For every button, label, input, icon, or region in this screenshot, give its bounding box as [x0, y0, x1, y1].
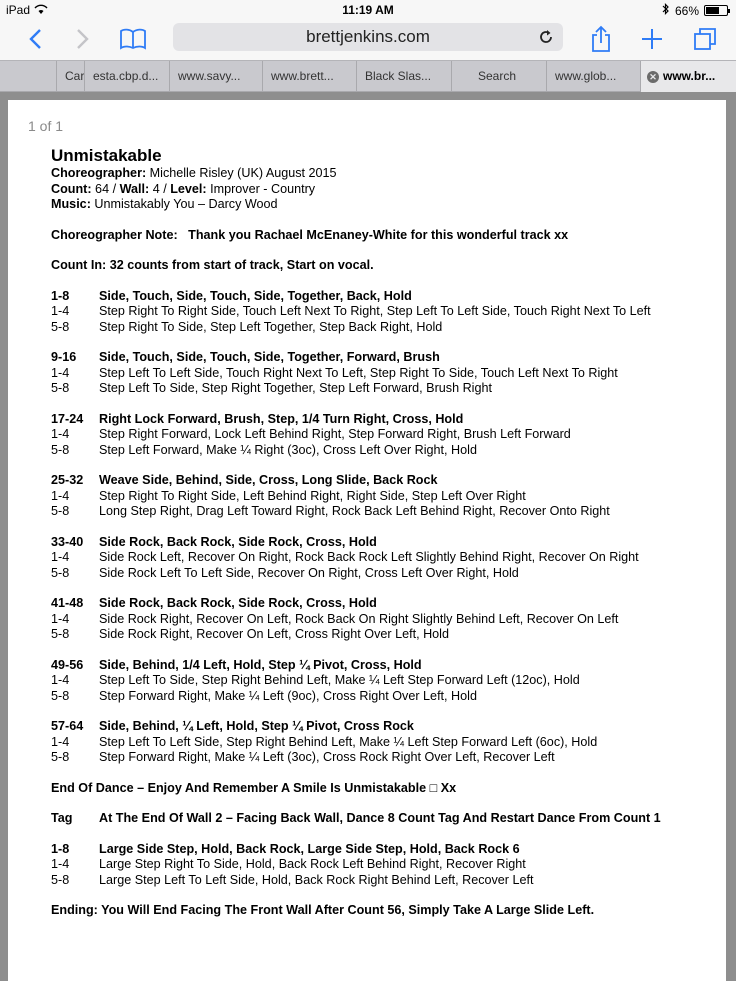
tab[interactable] [452, 61, 547, 92]
step-section [51, 719, 721, 781]
sections-list [51, 289, 721, 781]
section-heading: 33-40 Side Rock, Back Rock, Side Rock, Cross, Hold [51, 534, 377, 549]
battery-level [706, 7, 719, 14]
tab-label: www.glob... [555, 69, 617, 83]
step-row: 5-8 Step Right To Side, Step Left Together, Step Back Right, Hold [51, 319, 443, 334]
status-bar [0, 0, 736, 20]
step-row: 1-4 Step Right To Right Side, Left Behind Right, Right Side, Step Left Over Right [51, 488, 526, 503]
step-section [51, 658, 721, 720]
step-row: 5-8 Step Left To Side, Step Right Together, Step Left Forward, Brush Right [51, 381, 492, 395]
section-heading: 41-48 Side Rock, Back Rock, Side Rock, Cross, Hold [51, 596, 377, 610]
step-section [51, 535, 721, 597]
bookmarks-button[interactable] [118, 24, 148, 54]
status-right [662, 3, 728, 18]
back-button[interactable] [20, 24, 50, 54]
step-section [51, 289, 721, 351]
tab[interactable] [357, 61, 452, 92]
tab-label: Black Slas... [365, 69, 432, 83]
section-heading: 1-8 Side, Touch, Side, Touch, Side, Together, Back, Hold [51, 288, 412, 303]
step-section [51, 473, 721, 535]
tag-section [51, 842, 721, 904]
page-counter: 1 of 1 [28, 118, 64, 134]
tab[interactable] [547, 61, 641, 92]
step-section [51, 596, 721, 658]
status-time: 11:19 AM [342, 3, 394, 17]
step-row: 5-8 Step Forward Right, Make ¼ Left (3oc), Cross Rock Right Over Left, Recover Left [51, 750, 555, 764]
section-heading: 49-56 Side, Behind, 1/4 Left, Hold, Step ¼ Pivot, Cross, Hold [51, 657, 422, 672]
step-row: 1-4 Step Left To Left Side, Touch Right Next To Left, Step Right To Side, Touch Left Next To Right [51, 365, 618, 380]
tab[interactable] [263, 61, 357, 92]
battery-percent: 66% [674, 3, 699, 18]
step-row: 1-4 Side Rock Left, Recover On Right, Rock Back Rock Left Slightly Behind Right, Recover On Right [51, 550, 639, 564]
section-heading: 25-32 Weave Side, Behind, Side, Cross, Long Slide, Back Rock [51, 473, 438, 487]
reload-icon[interactable] [537, 23, 555, 51]
step-row: 5-8 Step Forward Right, Make ¼ Left (9oc), Cross Right Over Left, Hold [51, 688, 477, 703]
step-row: 5-8 Step Left Forward, Make ¼ Right (3oc), Cross Left Over Right, Hold [51, 442, 477, 457]
tab-active[interactable] [641, 61, 736, 92]
tab-label: www.savy... [178, 69, 241, 83]
tab[interactable] [85, 61, 170, 92]
step-row: 1-4 Step Left To Left Side, Step Right Behind Left, Make ¼ Left Step Forward Left (6oc), Hold [51, 734, 598, 749]
share-button[interactable] [586, 24, 616, 54]
end-of-dance: End Of Dance – Enjoy And Remember A Smile Is Unmistakable □ Xx [51, 780, 457, 795]
close-icon[interactable]: ✕ [647, 71, 659, 83]
step-section [51, 412, 721, 474]
section-heading: 9-16 Side, Touch, Side, Touch, Side, Together, Forward, Brush [51, 350, 440, 364]
battery-icon [704, 5, 728, 16]
device-name: iPad [6, 3, 31, 17]
step-row: 1-4 Step Right To Right Side, Touch Left Next To Right, Step Left To Left Side, Touch Right Next To Left [51, 304, 651, 318]
step-section [51, 842, 721, 904]
tab-label: www.br... [663, 69, 716, 83]
step-row: 1-4 Step Right Forward, Lock Left Behind Right, Step Forward Right, Brush Left Forward [51, 427, 571, 441]
tab-label: esta.cbp.d... [93, 69, 159, 83]
stepsheet [51, 146, 721, 919]
step-row: 5-8 Long Step Right, Drag Left Toward Right, Rock Back Left Behind Right, Recover Onto Right [51, 504, 610, 518]
tab[interactable] [170, 61, 263, 92]
tab[interactable] [57, 61, 85, 92]
meta-count-wall-level: Count: 64 / Wall: 4 / Level: Improver - Country [51, 181, 316, 196]
step-row: 5-8 Large Step Left To Left Side, Hold, Back Rock Right Behind Left, Recover Left [51, 872, 534, 887]
tab-label: www.brett... [271, 69, 334, 83]
ending: Ending: You Will End Facing The Front Wall After Count 56, Simply Take A Large Slide Left. [51, 903, 595, 917]
meta-music: Music: Unmistakably You – Darcy Wood [51, 197, 278, 211]
section-heading: 57-64 Side, Behind, ¼ Left, Hold, Step ¼ Pivot, Cross Rock [51, 719, 414, 733]
browser-toolbar [0, 20, 736, 60]
section-heading: 17-24 Right Lock Forward, Brush, Step, 1/4 Turn Right, Cross, Hold [51, 411, 464, 426]
tab-label: Car [65, 69, 85, 83]
tab[interactable] [0, 61, 57, 92]
step-row: 1-4 Large Step Right To Side, Hold, Back Rock Left Behind Right, Recover Right [51, 857, 526, 871]
forward-button[interactable] [68, 24, 98, 54]
bluetooth-icon [662, 3, 670, 18]
tab-label: Search [478, 69, 517, 83]
choreographer-note: Choreographer Note: Thank you Rachael McEnaney-White for this wonderful track xx [51, 227, 569, 242]
tab-bar [0, 60, 736, 92]
url-text: brettjenkins.com [306, 27, 430, 46]
document-page [8, 100, 726, 981]
step-row: 1-4 Side Rock Right, Recover On Left, Rock Back On Right Slightly Behind Left, Recover On Left [51, 611, 619, 626]
step-row: 1-4 Step Left To Side, Step Right Behind Left, Make ¼ Left Step Forward Left (12oc), Hold [51, 673, 580, 687]
tabs-overview-button[interactable] [690, 24, 720, 54]
step-row: 5-8 Side Rock Left To Left Side, Recover On Right, Cross Left Over Right, Hold [51, 565, 519, 580]
count-in: Count In: 32 counts from start of track, Start on vocal. [51, 258, 374, 272]
dance-title: Unmistakable [51, 146, 162, 165]
new-tab-button[interactable] [637, 24, 667, 54]
step-section [51, 350, 721, 412]
meta-choreographer: Choreographer: Michelle Risley (UK) August 2015 [51, 166, 337, 180]
section-heading: 1-8 Large Side Step, Hold, Back Rock, Large Side Step, Hold, Back Rock 6 [51, 841, 520, 856]
address-bar[interactable] [173, 23, 563, 51]
tag-line: Tag At The End Of Wall 2 – Facing Back Wall, Dance 8 Count Tag And Restart Dance From Count 1 [51, 811, 661, 825]
step-row: 5-8 Side Rock Right, Recover On Left, Cross Right Over Left, Hold [51, 627, 449, 641]
